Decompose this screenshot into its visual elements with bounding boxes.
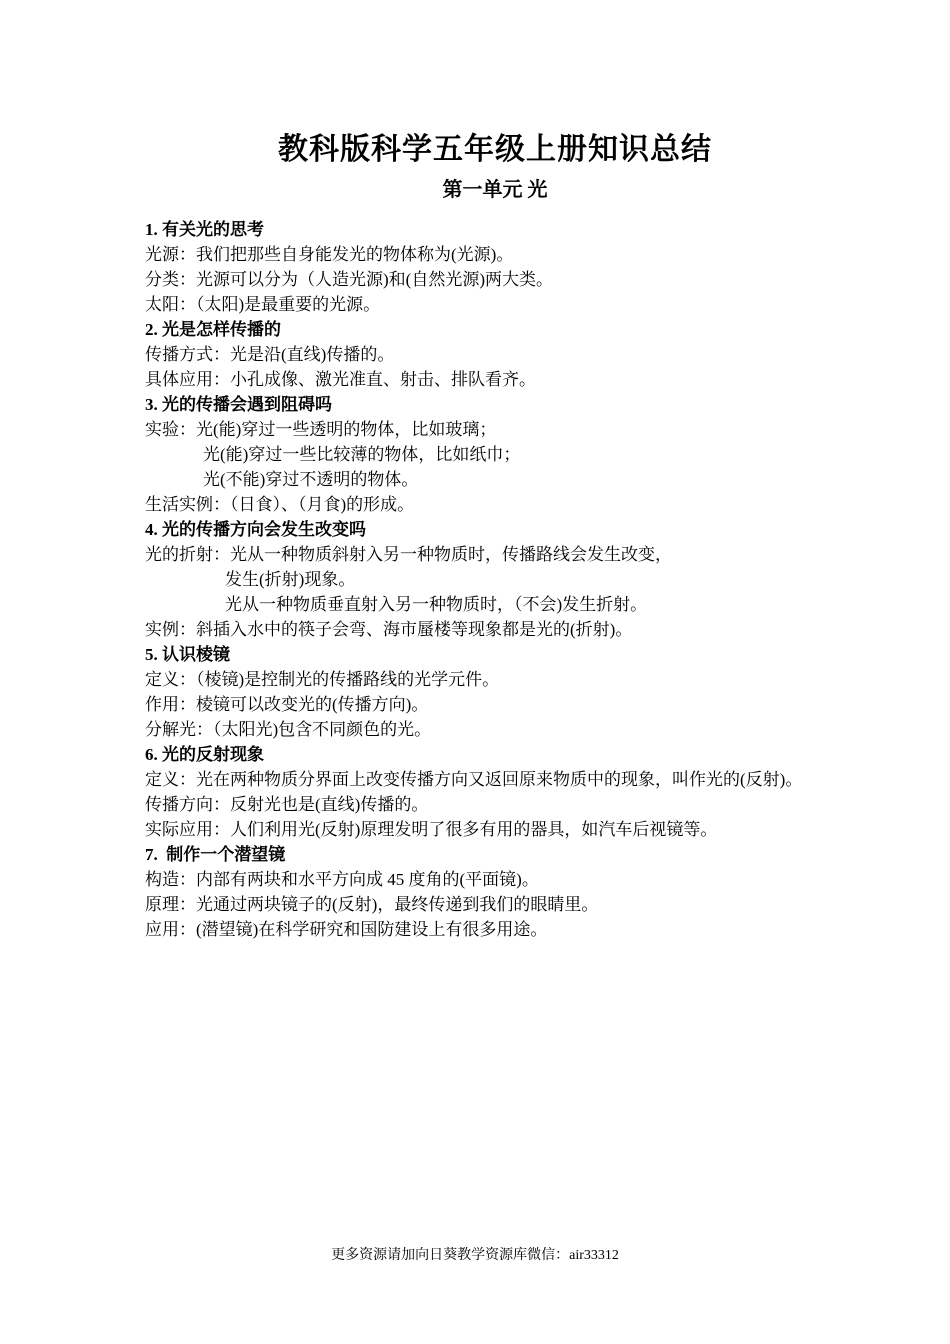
- content-line: 定义：（棱镜)是控制光的传播路线的光学元件。: [145, 670, 500, 689]
- content-line: 实际应用：人们利用光(反射)原理发明了很多有用的器具，如汽车后视镜等。: [145, 820, 718, 839]
- content-line: 分类：光源可以分为（人造光源)和(自然光源)两大类。: [145, 270, 553, 289]
- section-heading: 7. 制作一个潜望镜: [145, 845, 286, 864]
- section-heading: 5. 认识棱镜: [145, 645, 230, 664]
- footer-note: 更多资源请加向日葵教学资源库微信：air33312: [331, 1248, 619, 1263]
- content-line: 定义：光在两种物质分界面上改变传播方向又返回原来物质中的现象，叫作光的(反射)。: [145, 770, 803, 789]
- page-title: 教科版科学五年级上册知识总结: [278, 133, 712, 166]
- content-line: 实例：斜插入水中的筷子会弯、海市蜃楼等现象都是光的(折射)。: [145, 620, 633, 639]
- content-line: 传播方式：光是沿(直线)传播的。: [145, 345, 395, 364]
- section-heading: 3. 光的传播会遇到阻碍吗: [145, 395, 332, 414]
- content-line: 太阳：（太阳)是最重要的光源。: [145, 295, 381, 314]
- content-line: 实验：光(能)穿过一些透明的物体，比如玻璃；: [145, 420, 497, 439]
- content-line: 原理：光通过两块镜子的(反射)，最终传递到我们的眼睛里。: [145, 895, 599, 914]
- content-line: 光源：我们把那些自身能发光的物体称为(光源)。: [145, 245, 514, 264]
- content-line: 构造：内部有两块和水平方向成 45 度角的(平面镜)。: [145, 870, 539, 889]
- content-line: 光从一种物质垂直射入另一种物质时，（不会)发生折射。: [225, 595, 648, 614]
- content-line: 发生(折射)现象。: [225, 570, 356, 589]
- content-line: 传播方向：反射光也是(直线)传播的。: [145, 795, 429, 814]
- content-line: 具体应用：小孔成像、激光准直、射击、排队看齐。: [145, 370, 536, 389]
- content-line: 光(能)穿过一些比较薄的物体，比如纸巾；: [203, 445, 521, 464]
- unit-subtitle: 第一单元 光: [442, 179, 548, 201]
- content-line: 应用：(潜望镜)在科学研究和国防建设上有很多用途。: [145, 920, 548, 939]
- content-line: 生活实例：（日食）、（月食)的形成。: [145, 495, 415, 514]
- content-line: 光(不能)穿过不透明的物体。: [203, 470, 419, 489]
- section-heading: 2. 光是怎样传播的: [145, 320, 281, 339]
- document-body: [145, 217, 845, 942]
- content-line: 光的折射：光从一种物质斜射入另一种物质时，传播路线会发生改变，: [145, 545, 672, 564]
- section-heading: 1. 有关光的思考: [145, 220, 264, 239]
- section-heading: 4. 光的传播方向会发生改变吗: [145, 520, 366, 539]
- section-heading: 6. 光的反射现象: [145, 745, 264, 764]
- content-line: 分解光：（太阳光)包含不同颜色的光。: [145, 720, 432, 739]
- content-line: 作用：棱镜可以改变光的(传播方向)。: [145, 695, 429, 714]
